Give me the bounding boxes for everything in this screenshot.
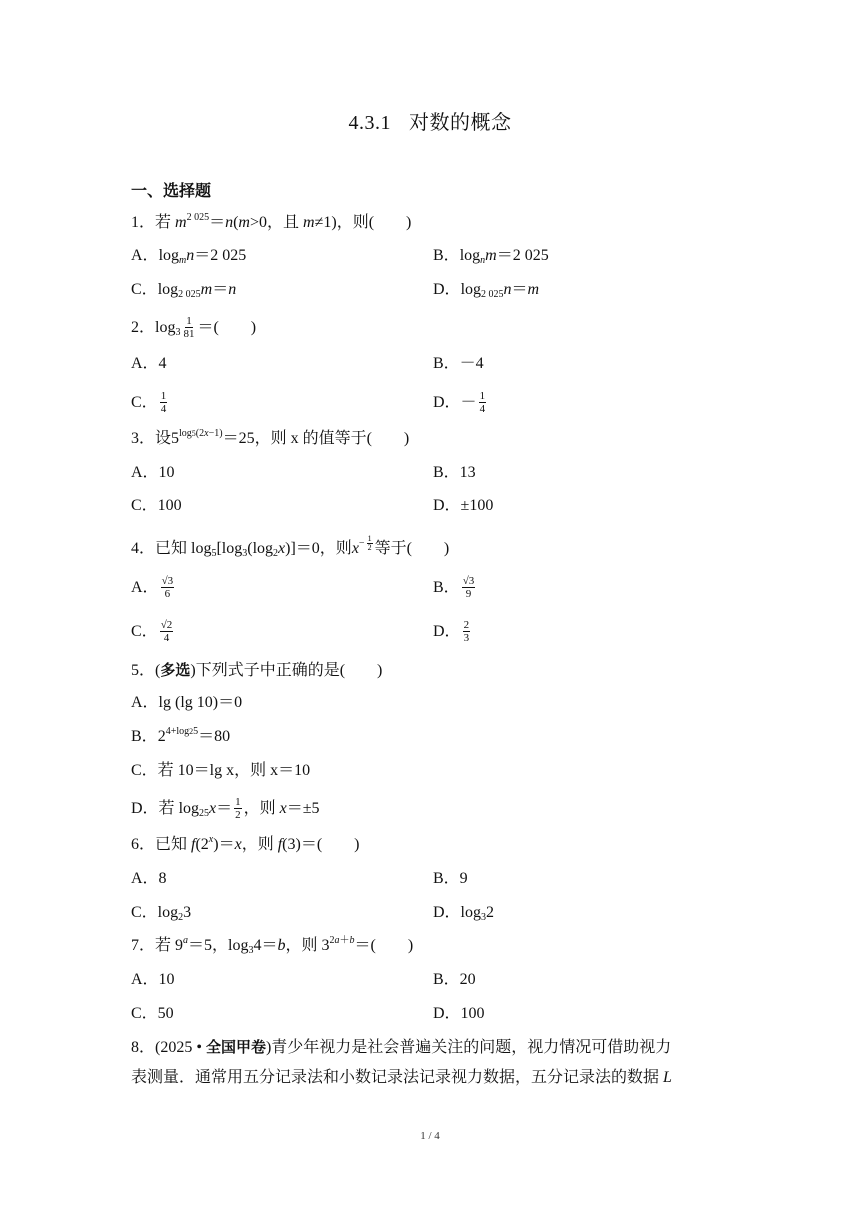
q3-option-c[interactable]: C．100: [131, 497, 182, 514]
q4-option-c[interactable]: C． $\frac{√2}{4}$: [131, 619, 173, 644]
q2-option-d[interactable]: D．－ $\frac{1}{4}$: [433, 390, 486, 415]
q3-option-b[interactable]: B．13: [433, 464, 476, 481]
q6-option-a[interactable]: A．8: [131, 870, 167, 887]
question-1: 1．若 $m^{2 025}=n(m>0$，且 m≠1)，则( ): [131, 212, 412, 231]
q4-option-d[interactable]: D． $\frac{2}{3}$: [433, 619, 470, 644]
q5-option-c[interactable]: C．若 10＝lg x，则 x＝10: [131, 762, 311, 779]
q4-option-a[interactable]: A． $\frac{√3}{6}$: [131, 575, 174, 600]
q6-option-d[interactable]: D．$\log_32$: [433, 904, 495, 923]
q2-option-b[interactable]: B．－4: [433, 355, 484, 372]
q2-option-a[interactable]: A．4: [131, 355, 167, 372]
q1-option-d[interactable]: D．$\log_{2 025}n=m$: [433, 281, 540, 300]
question-3: 3．设$5^{log5(2x-1)}=25$，则 x 的值等于( ): [131, 428, 410, 447]
page-footer: 1 / 4: [420, 1130, 440, 1142]
q4-option-b[interactable]: B． $\frac{√3}{9}$: [433, 575, 475, 600]
q5-option-a[interactable]: A．lg (lg 10)＝0: [131, 694, 243, 711]
q7-option-b[interactable]: B．20: [433, 971, 476, 988]
title-number: 4.3.1: [348, 112, 391, 134]
q2-option-c[interactable]: C． $\frac{1}{4}$: [131, 390, 167, 415]
q6-option-c[interactable]: C．$\log_23$: [131, 904, 192, 923]
question-4: 4．已知 $\log_5[\log_3(\log_2x)]=0$，则$x^{- \frac{1}{2}}$ 等于( ): [131, 534, 450, 559]
q6-option-b[interactable]: B．9: [433, 870, 468, 887]
question-7: 7．若 $9^a=5$，$\log_34=b$，则 $3^{2a+b}=$( ): [131, 935, 414, 956]
q3-option-a[interactable]: A．10: [131, 464, 175, 481]
q7-option-a[interactable]: A．10: [131, 971, 175, 988]
page-title: [0, 106, 860, 135]
question-6: 6．已知 $f(2^x)=x$，则 f(3)＝( ): [131, 834, 360, 853]
question-2: 2．$\log_3$ $\frac{1}{81}$ ＝( ): [131, 315, 257, 340]
q7-option-c[interactable]: C．50: [131, 1005, 174, 1022]
q5-option-b[interactable]: B．$2^{4+log25}=80$: [131, 726, 231, 745]
q5-option-d[interactable]: D．若 $\log_{25}x=$ $\frac{1}{2}$ ，则 x＝±5: [131, 796, 320, 821]
q3-option-d[interactable]: D．±100: [433, 497, 494, 514]
q1-option-b[interactable]: B．$\log_nm=2$ 025: [433, 247, 549, 266]
q1-option-c[interactable]: C．$\log_{2 025}m=n$: [131, 281, 237, 300]
q7-option-d[interactable]: D．100: [433, 1005, 485, 1022]
q1-option-a[interactable]: A．$\log_mn=2$ 025: [131, 247, 247, 266]
question-5: 5．(多选)下列式子中正确的是( ): [131, 661, 383, 679]
section-heading: 一、选择题: [131, 181, 212, 200]
question-8: 8．(2025 • 全国甲卷)青少年视力是社会普遍关注的问题，视力情况可借助视力 表测量．通常用五分记录法和小数记录法记录视力数据，五分记录法的数据 L: [131, 1038, 672, 1086]
title-text: 对数的概念: [409, 112, 512, 134]
